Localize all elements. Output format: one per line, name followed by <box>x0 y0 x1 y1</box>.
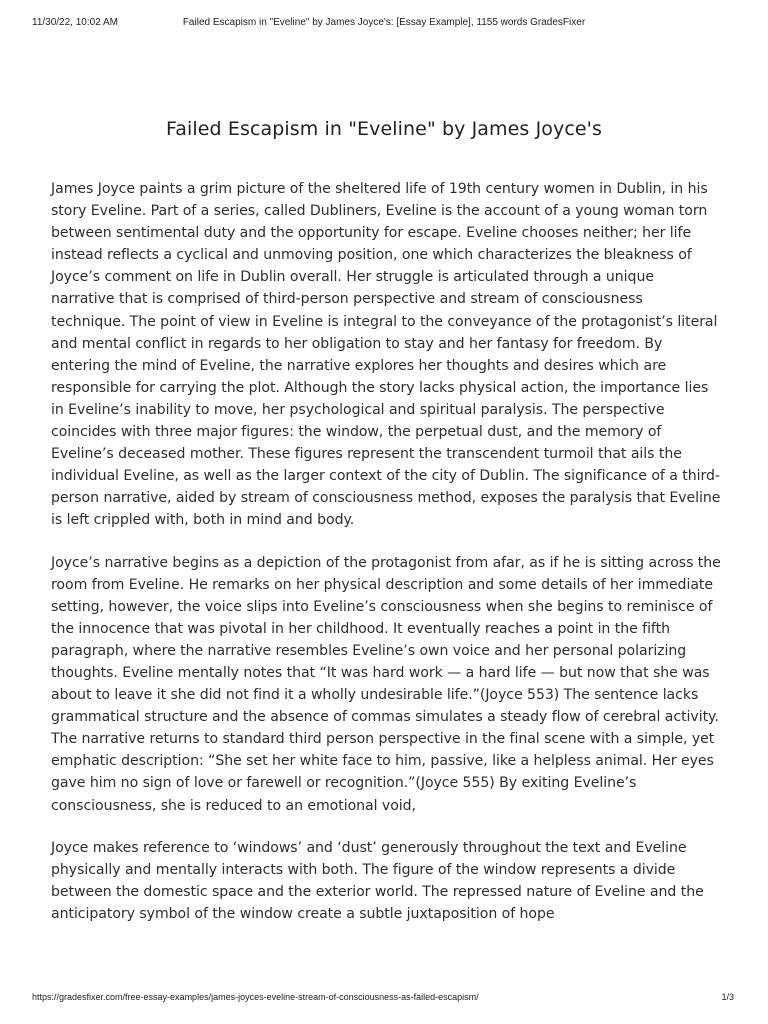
essay-paragraph: Joyce makes reference to ‘windows’ and ‘dust’ generously throughout the text and Eveline physically and mentally interacts with both. The figure of the window represents a divide between the domestic space and the exterior world. The repressed nature of Eveline and the anticipatory symbol of the window create a subtle juxtaposition of hope <box>51 839 704 922</box>
essay-paragraph: Joyce’s narrative begins as a depiction of the protagonist from afar, as if he is sitting across the room from Eveline. He remarks on her physical description and some details of her immediate setting, however, the voice slips into Eveline’s consciousness when she begins to reminisce of the innocence that was pivotal in her childhood. It eventually reaches a point in the fifth paragraph, where the narrative resembles Eveline’s own voice and her personal polarizing thoughts. Eveline mentally notes that “It was hard work — a hard life — but now that she was about to leave it she did not find it a wholly undesirable life.”(Joyce 553) The sentence lacks grammatical structure and the absence of commas simulates a steady flow of cerebral activity. The narrative returns to standard third person perspective in the final scene with a simple, yet emphatic description: “She set her white face to him, passive, like a helpless animal. Her eyes gave him no sign of love or farewell or recognition.”(Joyce 555) By exiting Eveline’s consciousness, she is reduced to an emotional void, <box>51 554 721 814</box>
print-footer <box>30 992 738 1006</box>
source-url-link[interactable]: https://gradesfixer.com/free-essay-examples/james-joyces-eveline-stream-of-consciousness-as-failed-escapism/ <box>32 992 479 1002</box>
print-datetime: 11/30/22, 10:02 AM <box>32 17 118 28</box>
print-header <box>30 17 738 31</box>
essay-title: Failed Escapism in "Eveline" by James Joyce's <box>165 118 603 140</box>
essay-paragraph: James Joyce paints a grim picture of the sheltered life of 19th century women in Dublin, in his story Eveline. Part of a series, called Dubliners, Eveline is the account of a young woman torn between sentimental duty and the opportunity for escape. Eveline chooses neither; her life instead reflects a cyclical and unmoving position, one which characterizes the bleakness of Joyce’s comment on life in Dublin overall. Her struggle is articulated through a unique narrative that is comprised of third-person perspective and stream of consciousness technique. The point of view in Eveline is integral to the conveyance of the protagonist’s literal and mental conflict in regards to her obligation to stay and her fantasy for freedom. By entering the mind of Eveline, the narrative explores her thoughts and desires which are responsible for carrying the plot. Although the story lacks physical action, the importance lies in Eveline’s inability to move, her psychological and spiritual paralysis. The perspective coincides with three major figures: the window, the perpetual dust, and the memory of Eveline’s deceased mother. These figures represent the transcendent turmoil that ails the individual Eveline, as well as the larger context of the city of Dublin. The significance of a third-person narrative, aided by stream of consciousness method, exposes the paralysis that Eveline is left crippled with, both in mind and body. <box>51 181 721 529</box>
essay-body <box>51 178 721 945</box>
page-indicator: 1/3 <box>721 992 734 1002</box>
print-page-title: Failed Escapism in "Eveline" by James Joyce's: [Essay Example], 1155 words GradesFixer <box>182 17 586 28</box>
